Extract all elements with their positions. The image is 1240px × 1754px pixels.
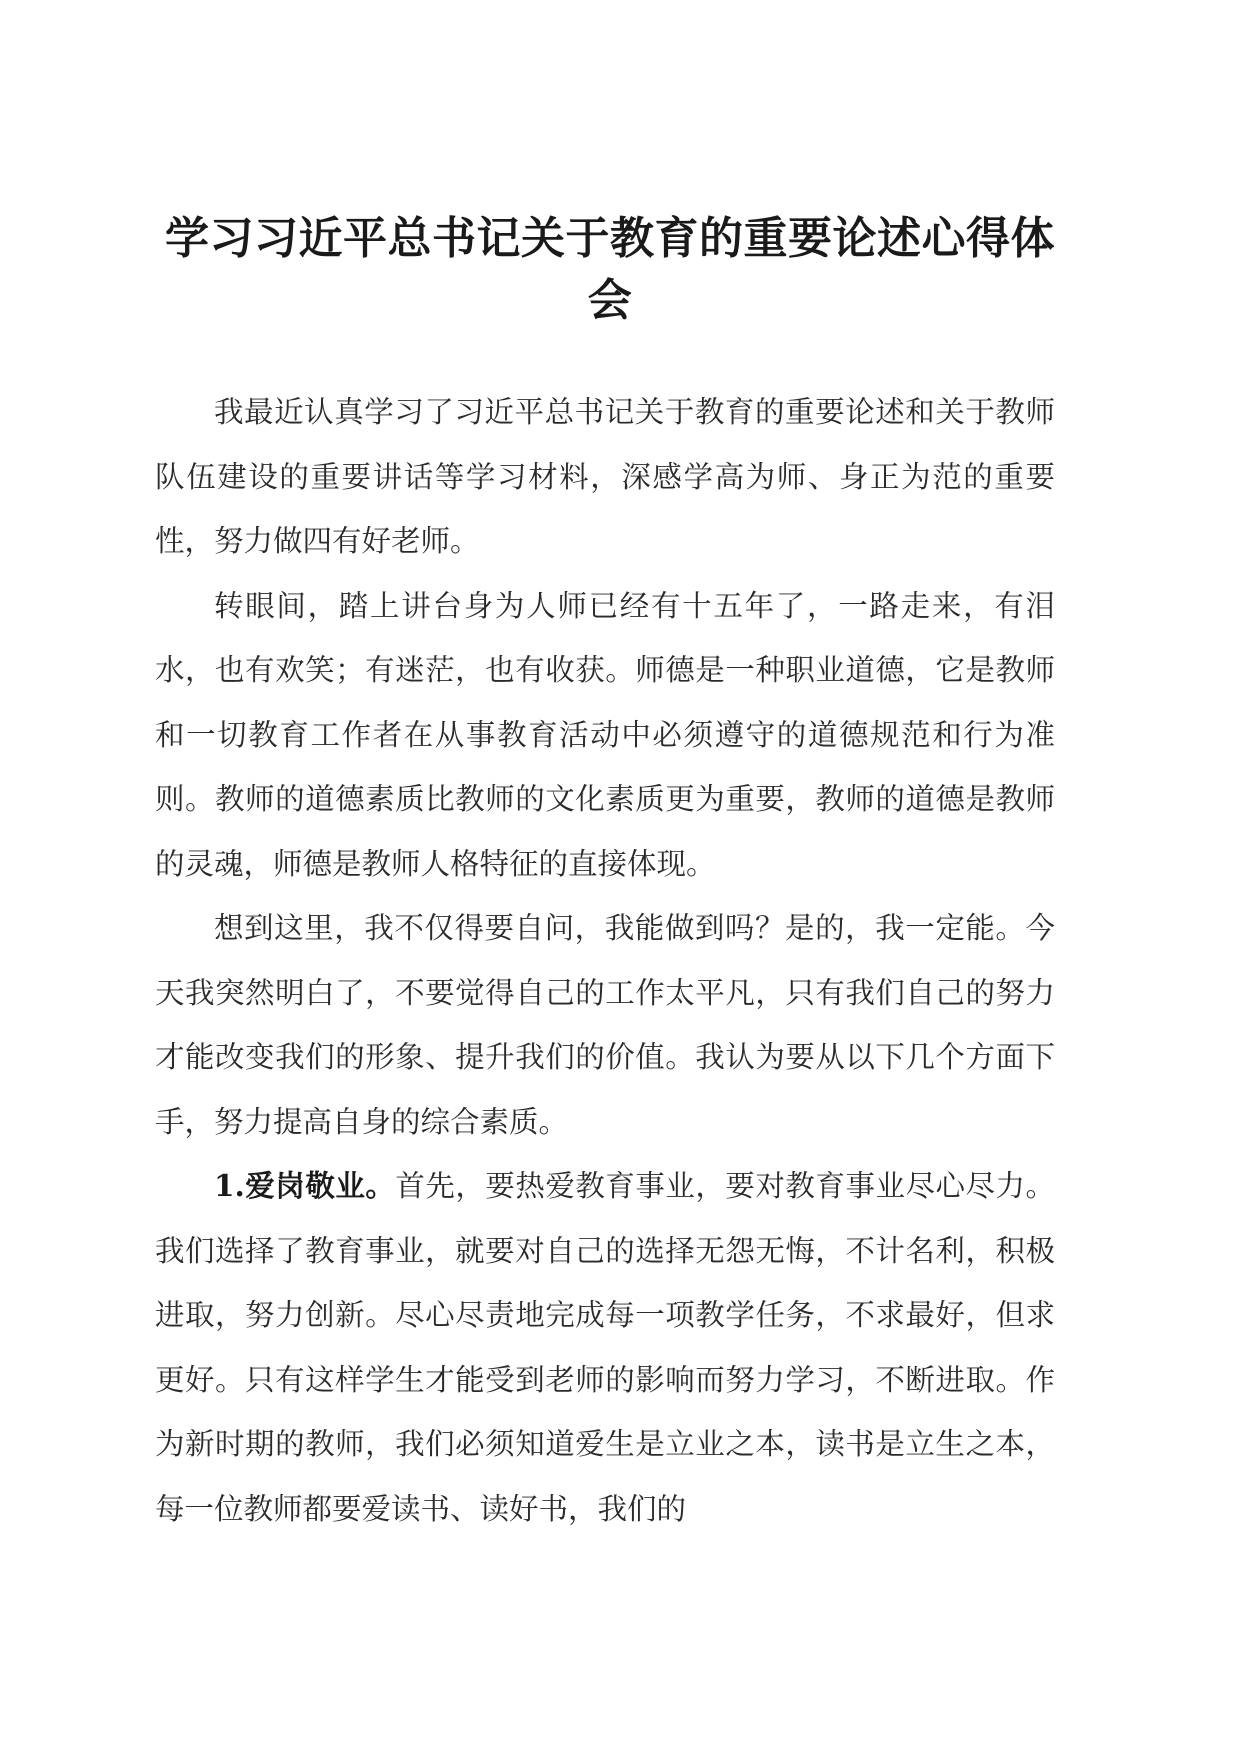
paragraph-4 <box>155 1154 1055 1541</box>
document-body <box>155 380 1055 1541</box>
paragraph-3 <box>155 896 1055 1154</box>
document-title: 学习习近平总书记关于教育的重要论述心得体会 <box>165 213 1055 326</box>
paragraph-3-text: 想到这里，我不仅得要自问，我能做到吗？是的，我一定能。今天我突然明白了，不要觉得自己的工作太平凡，只有我们自己的努力才能改变我们的形象、提升我们的价值。我认为要从以下几个方面下手，努力提高自身的综合素质。 <box>155 911 1055 1139</box>
paragraph-1-text: 我最近认真学习了习近平总书记关于教育的重要论述和关于教师队伍建设的重要讲话等学习材料，深感学高为师、身正为范的重要性，努力做四有好老师。 <box>155 395 1055 558</box>
paragraph-4-text: 首先，要热爱教育事业，要对教育事业尽心尽力。我们选择了教育事业，就要对自己的选择无怨无悔，不计名利，积极进取，努力创新。尽心尽责地完成每一项教学任务，不求最好，但求更好。只有这样学生才能受到老师的影响而努力学习，不断进取。作为新时期的教师，我们必须知道爱生是立业之本，读书是立生之本，每一位教师都要爱读书、读好书，我们的 <box>155 1169 1055 1526</box>
paragraph-2 <box>155 574 1055 897</box>
paragraph-2-text: 转眼间，踏上讲台身为人师已经有十五年了，一路走来，有泪水，也有欢笑；有迷茫，也有收获。师德是一种职业道德，它是教师和一切教育工作者在从事教育活动中必须遵守的道德规范和行为准则。教师的道德素质比教师的文化素质更为重要，教师的道德是教师的灵魂，师德是教师人格特征的直接体现。 <box>155 588 1055 881</box>
paragraph-1 <box>155 380 1055 574</box>
paragraph-4-lead: 1.爱岗敬业。 <box>214 1168 396 1203</box>
